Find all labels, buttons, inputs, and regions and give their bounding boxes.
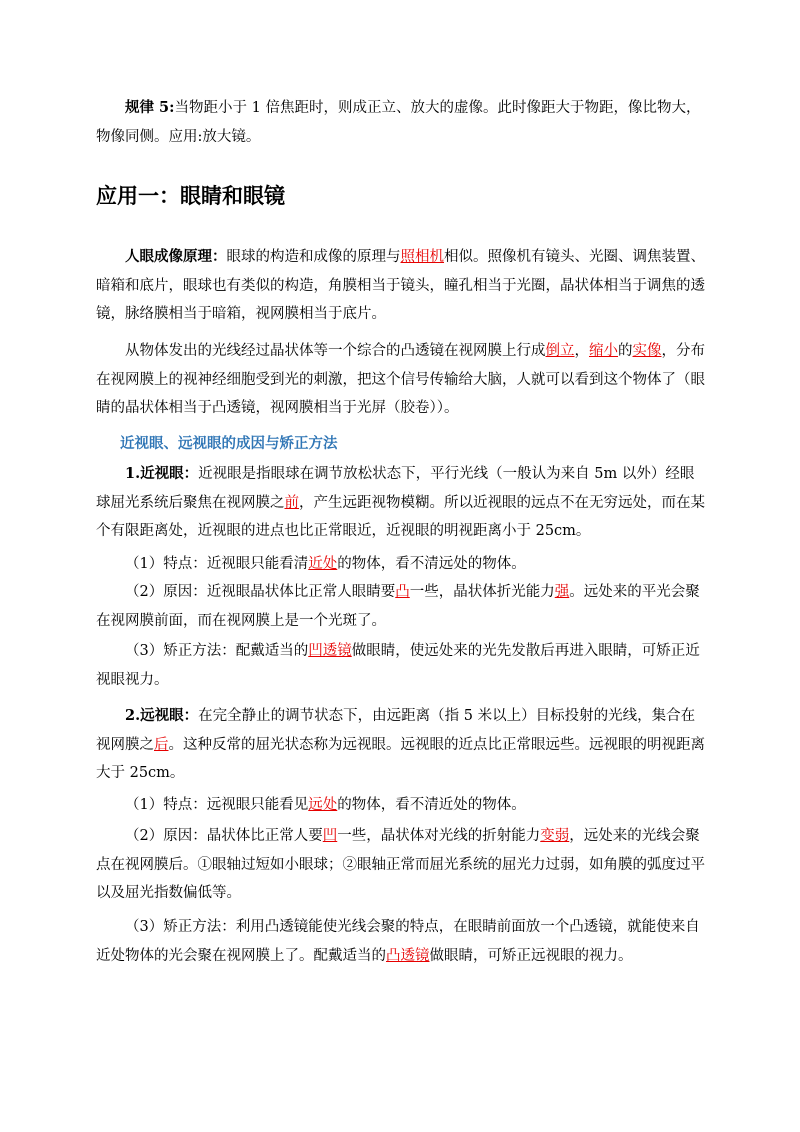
weaker-answer: 变弱 — [540, 828, 570, 844]
section-heading: 应用一：眼睛和眼镜 — [96, 184, 285, 208]
convex-answer: 凸 — [395, 584, 410, 600]
hyperopia-fix-cont: 做眼睛，可矫正远视眼的视力。 — [429, 947, 633, 964]
myopia-cause — [96, 578, 706, 635]
principle-text: 眼球的构造和成像的原理与 — [226, 249, 401, 265]
hyperopia-cause-text: （2）原因：晶状体比正常人要 — [125, 828, 323, 844]
hyperopia-cause-mid: 一些，晶状体对光线的折射能力 — [337, 828, 541, 844]
hyperopia-text: 在完全静止的调节状态下，由远距离（指 5 米以上）目标投射的光线，集合在视网膜之 — [96, 708, 696, 753]
hyperopia-cause-cont: ，远处来的光线会聚点在视网膜后。①眼轴过短如小眼球；②眼轴正常而屈光系统的屈光力过弱，如角膜的弧度过平以及屈光指数偏低等。 — [96, 828, 705, 901]
myopia-label: 1.近视眼： — [125, 465, 199, 482]
rule5-paragraph — [96, 94, 706, 151]
myopia-feature-cont: 的物体，看不清远处的物体。 — [337, 556, 526, 572]
principle-paragraph — [96, 243, 706, 329]
imaging-text-cont: ，分布在视网膜上的视神经细胞受到光的刺激，把这个信号传输给大脑，人就可以看到这个物体了（眼睛的晶状体相当于凸透镜，视网膜相当于光屏（胶卷））。 — [96, 343, 705, 416]
rule5-label: 规律 5: — [125, 99, 175, 116]
hyperopia-fix — [96, 913, 706, 970]
near-answer: 近处 — [308, 556, 338, 572]
concave-answer: 凹 — [322, 828, 338, 844]
myopia-cause-cont: 。远处来的平光会聚在视网膜前面，而在视网膜上是一个光斑了。 — [96, 584, 700, 629]
imaging-de: 的 — [618, 343, 633, 359]
myopia-cause-mid: 一些，晶状体折光能力 — [409, 584, 555, 600]
principle-text-cont: 相似。照像机有镜头、光圈、调焦装置、暗箱和底片，眼球也有类似的构造，角膜相当于镜头，瞳孔相当于光圈，晶状体相当于调焦的透镜，脉络膜相当于暗箱，视网膜相当于底片。 — [96, 249, 705, 322]
myopia-fix-cont: 做眼睛，使远处来的光先发散后再进入眼睛，可矫正近视眼视力。 — [96, 643, 700, 688]
myopia-fix — [96, 637, 706, 694]
inverted-answer: 倒立 — [545, 343, 575, 359]
concave-lens-answer: 凹透镜 — [308, 643, 352, 659]
real-image-answer: 实像 — [632, 343, 662, 359]
myopia-feature-text: （1）特点：近视眼只能看清 — [125, 556, 309, 572]
hyperopia-label: 2.远视眼： — [125, 707, 199, 724]
far-answer: 远处 — [308, 797, 338, 813]
principle-label: 人眼成像原理： — [125, 248, 227, 265]
myopia-text-cont: ，产生远距视物模糊。所以近视眼的远点不在无穷远处，而在某个有限距离处，近视眼的进点也比正常眼近，近视眼的明视距离小于 25cm。 — [96, 494, 705, 539]
hyperopia-fix-text: （3）矫正方法：利用凸透镜能使光线会聚的特点，在眼睛前面放一个凸透镜，就能使来自近处物体的光会聚在视网膜上了。配戴适当的 — [96, 919, 700, 964]
front-answer: 前 — [284, 494, 299, 511]
imaging-text: 从物体发出的光线经过晶状体等一个综合的凸透镜在视网膜上行成 — [125, 343, 546, 359]
hyperopia-feature — [96, 791, 706, 820]
reduced-answer: 缩小 — [589, 343, 618, 359]
hyperopia-feature-text: （1）特点：远视眼只能看见 — [125, 797, 309, 813]
myopia-paragraph — [96, 460, 706, 546]
convex-lens-answer: 凸透镜 — [386, 947, 430, 964]
subsection-heading: 近视眼、远视眼的成因与矫正方法 — [120, 436, 338, 452]
rule5-text: 当物距小于 1 倍焦距时，则成正立、放大的虚像。此时像距大于物距，像比物大，物像同侧。应用:放大镜。 — [96, 100, 701, 145]
strong-answer: 强 — [554, 584, 570, 600]
imaging-comma: ， — [574, 343, 589, 359]
behind-answer: 后 — [154, 736, 169, 753]
hyperopia-paragraph — [96, 702, 706, 788]
camera-answer: 照相机 — [400, 249, 444, 265]
myopia-text: 近视眼是指眼球在调节放松状态下，平行光线（一般认为来自 5m 以外）经眼球屈光系统后聚焦在视网膜之 — [96, 466, 695, 511]
myopia-cause-text: （2）原因：近视眼晶状体比正常人眼睛要 — [125, 584, 396, 600]
hyperopia-cause — [96, 822, 706, 908]
hyperopia-feature-cont: 的物体，看不清近处的物体。 — [337, 797, 526, 813]
hyperopia-text-cont: 。这种反常的屈光状态称为远视眼。远视眼的近点比正常眼远些。远视眼的明视距离大于 25cm。 — [96, 736, 705, 781]
imaging-paragraph — [96, 337, 706, 423]
myopia-fix-text: （3）矫正方法：配戴适当的 — [125, 643, 309, 659]
myopia-feature — [96, 550, 706, 579]
